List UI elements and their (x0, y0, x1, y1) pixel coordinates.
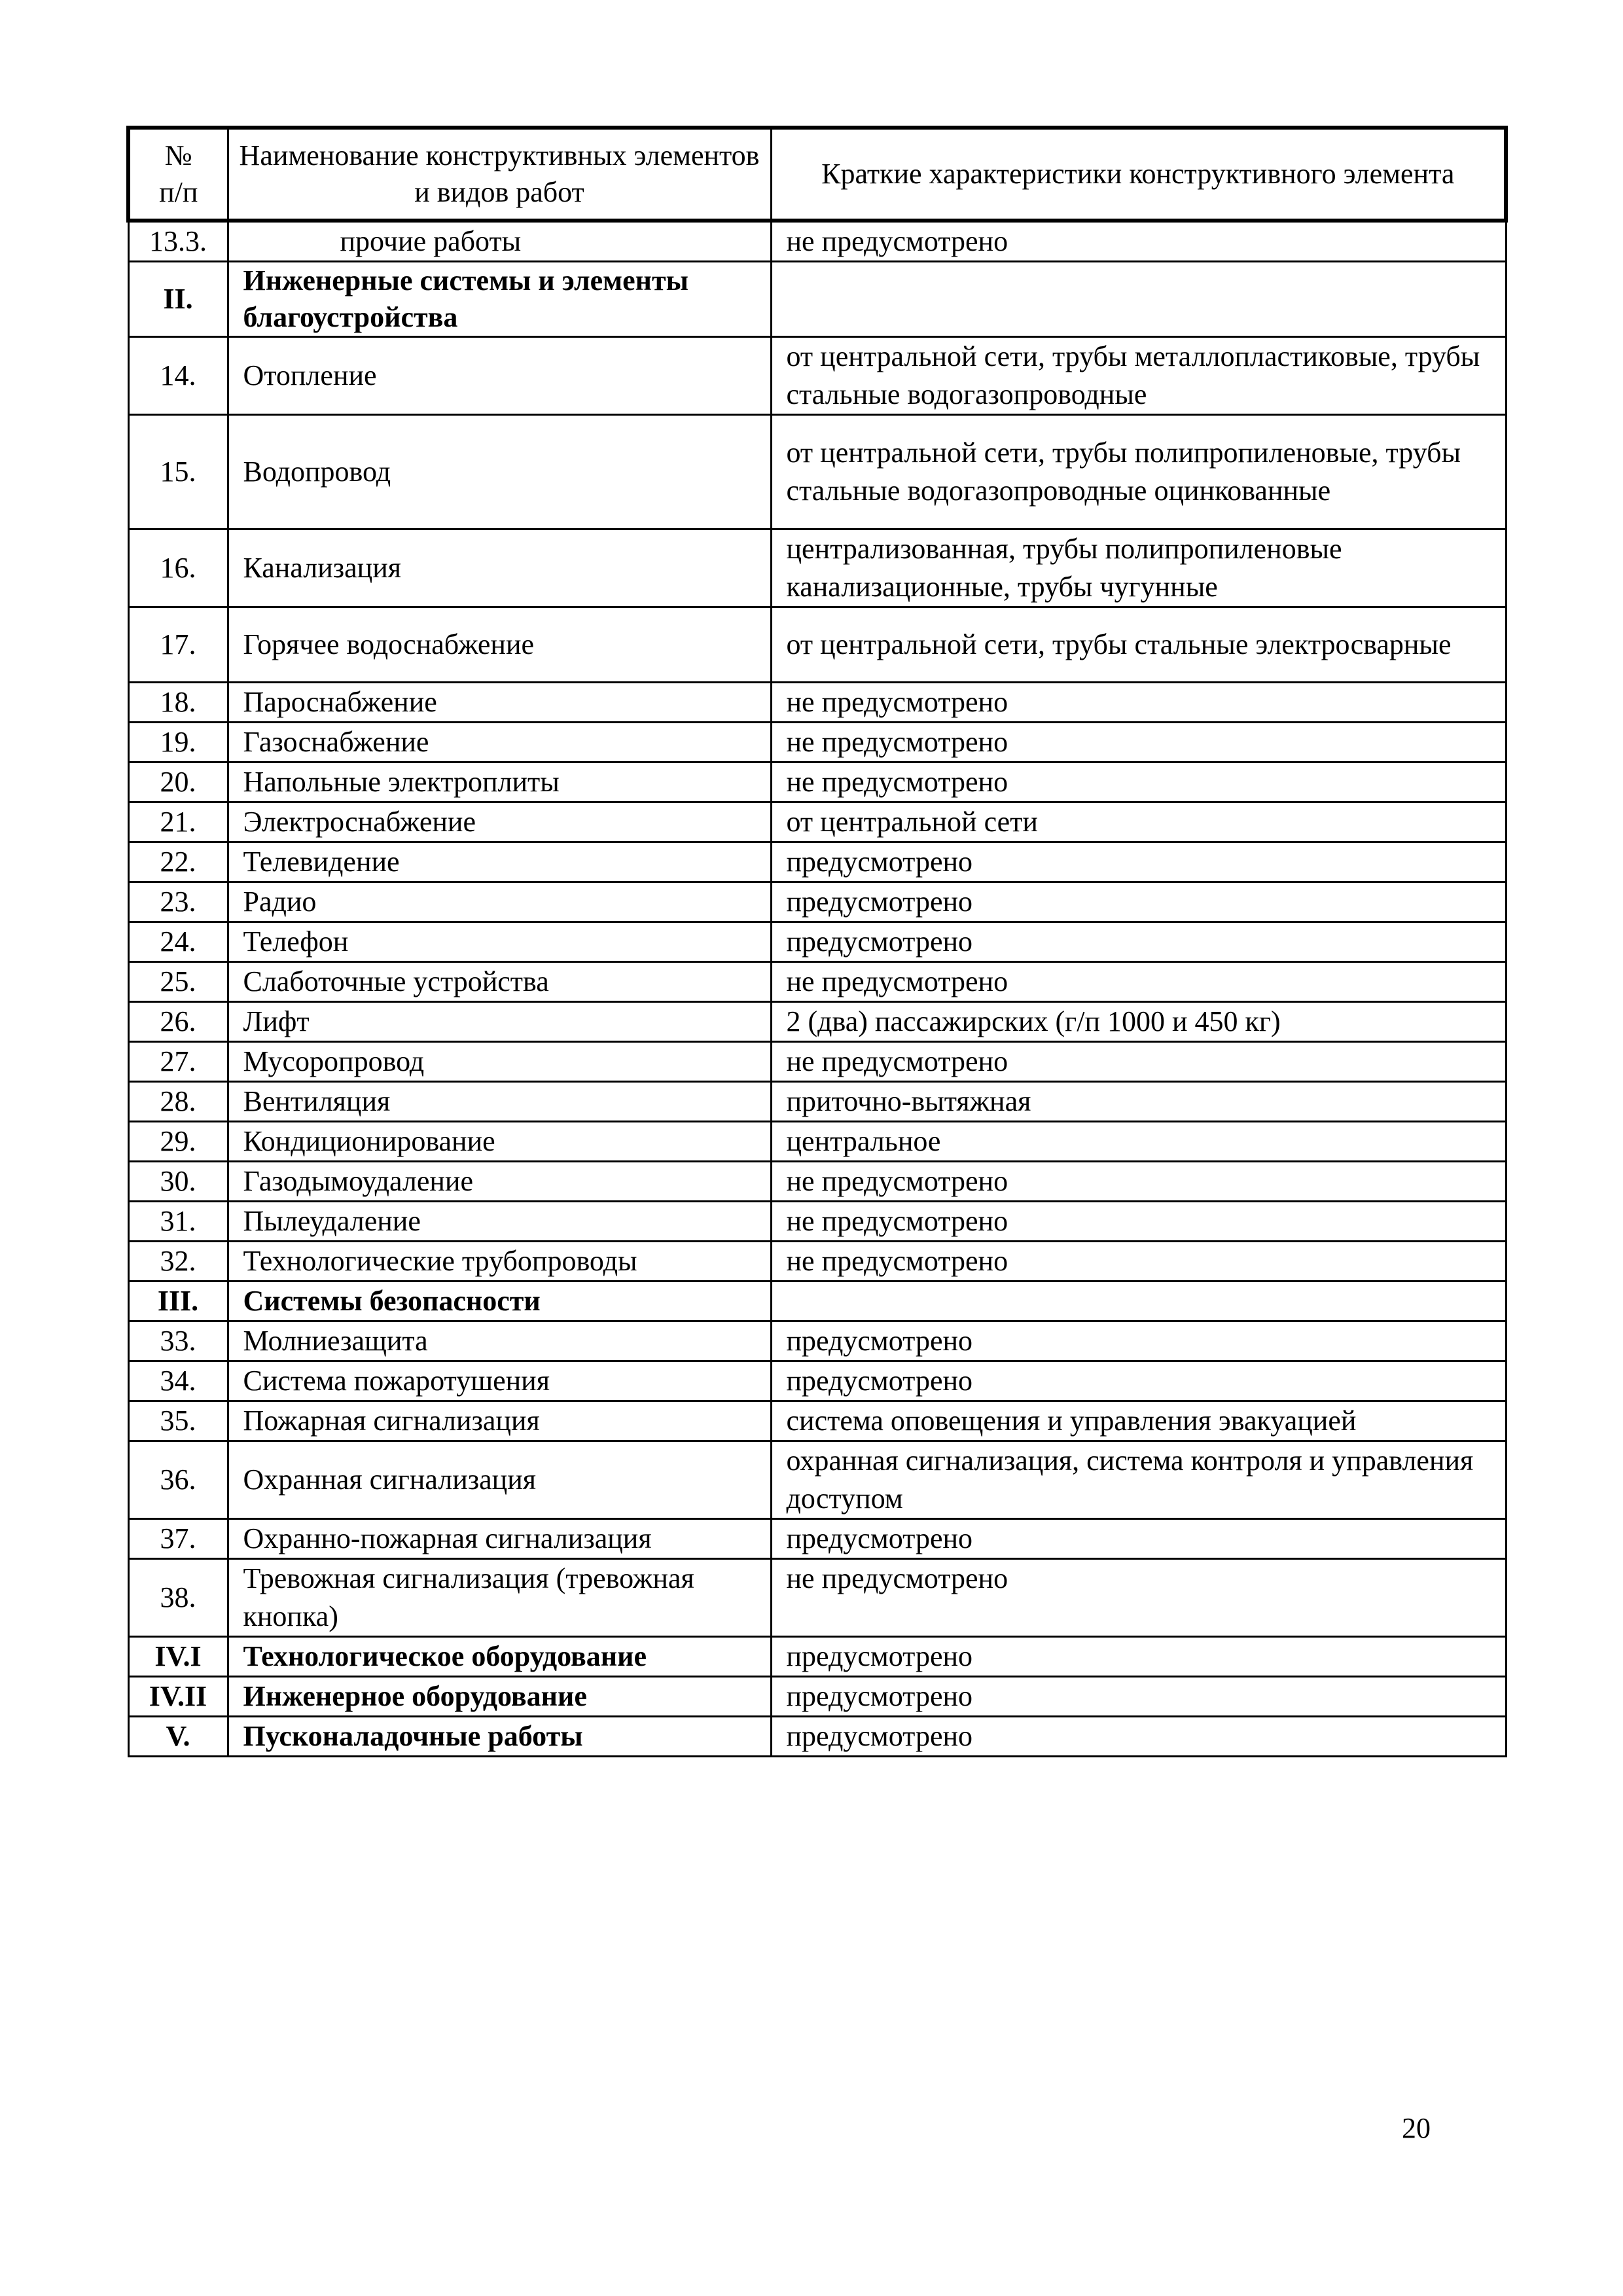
table-row (128, 1202, 1506, 1242)
row-name: Охранно-пожарная сигнализация (228, 1519, 771, 1559)
row-description: от центральной сети, трубы стальные электросварные (771, 607, 1506, 683)
row-name: Кондиционирование (228, 1122, 771, 1162)
row-name: Канализация (228, 529, 771, 607)
row-name: Пароснабжение (228, 683, 771, 723)
row-name: Охранная сигнализация (228, 1441, 771, 1519)
table-row (128, 415, 1506, 529)
row-name: Слаботочные устройства (228, 962, 771, 1002)
table-row (128, 802, 1506, 842)
row-name: Пылеудаление (228, 1202, 771, 1242)
table-row (128, 882, 1506, 922)
row-name: прочие работы (228, 221, 771, 262)
row-number: 32. (128, 1242, 228, 1282)
row-number: 30. (128, 1162, 228, 1202)
header-name-label: Наименование конструктивных элементов и видов работ (239, 139, 760, 208)
row-description: не предусмотрено (771, 1042, 1506, 1082)
table-row (128, 683, 1506, 723)
row-number: 24. (128, 922, 228, 962)
row-name: Мусоропровод (228, 1042, 771, 1082)
row-number: 34. (128, 1361, 228, 1401)
row-description: центральное (771, 1122, 1506, 1162)
row-description: предусмотрено (771, 1637, 1506, 1677)
section-number: II. (128, 262, 228, 337)
row-description: не предусмотрено (771, 221, 1506, 262)
section-title: Инженерные системы и элементы благоустройства (228, 262, 771, 337)
table-row (128, 1361, 1506, 1401)
row-name: Газоснабжение (228, 723, 771, 762)
row-description: не предусмотрено (771, 962, 1506, 1002)
page-number: 20 (1402, 2112, 1431, 2144)
row-name: Пожарная сигнализация (228, 1401, 771, 1441)
row-name: Технологические трубопроводы (228, 1242, 771, 1282)
row-name: Газодымоудаление (228, 1162, 771, 1202)
row-description: предусмотрено (771, 882, 1506, 922)
row-description: предусмотрено (771, 1321, 1506, 1361)
row-description: предусмотрено (771, 842, 1506, 882)
row-description: от центральной сети, трубы металлопластиковые, трубы стальные водогазопроводные (771, 337, 1506, 415)
table-row (128, 337, 1506, 415)
row-description: не предусмотрено (771, 1559, 1506, 1637)
table-row (128, 762, 1506, 802)
row-number: 27. (128, 1042, 228, 1082)
table-row (128, 529, 1506, 607)
row-description: от центральной сети (771, 802, 1506, 842)
row-description: не предусмотрено (771, 1162, 1506, 1202)
table-row (128, 842, 1506, 882)
section-row (128, 1677, 1506, 1717)
section-row (128, 1717, 1506, 1757)
row-description (771, 1282, 1506, 1321)
row-description: предусмотрено (771, 1519, 1506, 1559)
table-row (128, 1441, 1506, 1519)
row-number: 22. (128, 842, 228, 882)
row-number: 19. (128, 723, 228, 762)
section-number: V. (128, 1717, 228, 1757)
table-row (128, 221, 1506, 262)
row-name: Телевидение (228, 842, 771, 882)
row-number: 36. (128, 1441, 228, 1519)
section-number: IV.II (128, 1677, 228, 1717)
row-number: 15. (128, 415, 228, 529)
row-number: 20. (128, 762, 228, 802)
table-row (128, 607, 1506, 683)
row-number: 38. (128, 1559, 228, 1637)
table-row (128, 962, 1506, 1002)
row-description: не предусмотрено (771, 1242, 1506, 1282)
row-description (771, 262, 1506, 337)
row-name: Телефон (228, 922, 771, 962)
section-title: Системы безопасности (228, 1282, 771, 1321)
section-number: IV.I (128, 1637, 228, 1677)
row-number: 14. (128, 337, 228, 415)
table-row (128, 1559, 1506, 1637)
table-row (128, 1519, 1506, 1559)
construction-elements-table (126, 126, 1508, 1757)
table-row (128, 1122, 1506, 1162)
row-number: 26. (128, 1002, 228, 1042)
row-description: от центральной сети, трубы полипропиленовые, трубы стальные водогазопроводные оцинкованные (771, 415, 1506, 529)
row-number: 18. (128, 683, 228, 723)
section-row (128, 1637, 1506, 1677)
row-description: не предусмотрено (771, 1202, 1506, 1242)
row-description: не предусмотрено (771, 723, 1506, 762)
table-header-row (128, 128, 1506, 221)
section-number: III. (128, 1282, 228, 1321)
row-description: не предусмотрено (771, 762, 1506, 802)
section-title: Технологическое оборудование (228, 1637, 771, 1677)
row-name: Горячее водоснабжение (228, 607, 771, 683)
row-number: 31. (128, 1202, 228, 1242)
row-number: 37. (128, 1519, 228, 1559)
row-description: приточно-вытяжная (771, 1082, 1506, 1122)
row-name: Система пожаротушения (228, 1361, 771, 1401)
section-row (128, 262, 1506, 337)
row-description: система оповещения и управления эвакуацией (771, 1401, 1506, 1441)
row-number: 17. (128, 607, 228, 683)
table-row (128, 1321, 1506, 1361)
table-row (128, 1002, 1506, 1042)
header-name (228, 128, 771, 221)
row-name: Вентиляция (228, 1082, 771, 1122)
row-number: 21. (128, 802, 228, 842)
table-row (128, 1082, 1506, 1122)
header-description-label: Краткие характеристики конструктивного элемента (821, 158, 1455, 190)
section-row (128, 1282, 1506, 1321)
row-description: централизованная, трубы полипропиленовые канализационные, трубы чугунные (771, 529, 1506, 607)
table-row (128, 1242, 1506, 1282)
row-name: Водопровод (228, 415, 771, 529)
row-name: Напольные электроплиты (228, 762, 771, 802)
row-description: не предусмотрено (771, 683, 1506, 723)
row-name: Тревожная сигнализация (тревожная кнопка) (228, 1559, 771, 1637)
row-description: предусмотрено (771, 1361, 1506, 1401)
row-description: предусмотрено (771, 1677, 1506, 1717)
row-name: Лифт (228, 1002, 771, 1042)
row-description: 2 (два) пассажирских (г/п 1000 и 450 кг) (771, 1002, 1506, 1042)
row-description: предусмотрено (771, 922, 1506, 962)
header-number-label: № п/п (159, 139, 198, 208)
row-description: охранная сигнализация, система контроля и управления доступом (771, 1441, 1506, 1519)
row-number: 33. (128, 1321, 228, 1361)
table-row (128, 723, 1506, 762)
row-number: 25. (128, 962, 228, 1002)
table-row (128, 1042, 1506, 1082)
table-row (128, 1401, 1506, 1441)
header-description (771, 128, 1506, 221)
row-name: Радио (228, 882, 771, 922)
row-name: Отопление (228, 337, 771, 415)
row-number: 23. (128, 882, 228, 922)
row-number: 16. (128, 529, 228, 607)
row-description: предусмотрено (771, 1717, 1506, 1757)
row-name: Электроснабжение (228, 802, 771, 842)
row-number: 29. (128, 1122, 228, 1162)
section-title: Пусконаладочные работы (228, 1717, 771, 1757)
row-number: 13.3. (128, 221, 228, 262)
row-number: 35. (128, 1401, 228, 1441)
row-name: Молниезащита (228, 1321, 771, 1361)
row-number: 28. (128, 1082, 228, 1122)
table-row (128, 1162, 1506, 1202)
section-title: Инженерное оборудование (228, 1677, 771, 1717)
table-row (128, 922, 1506, 962)
header-number (128, 128, 228, 221)
